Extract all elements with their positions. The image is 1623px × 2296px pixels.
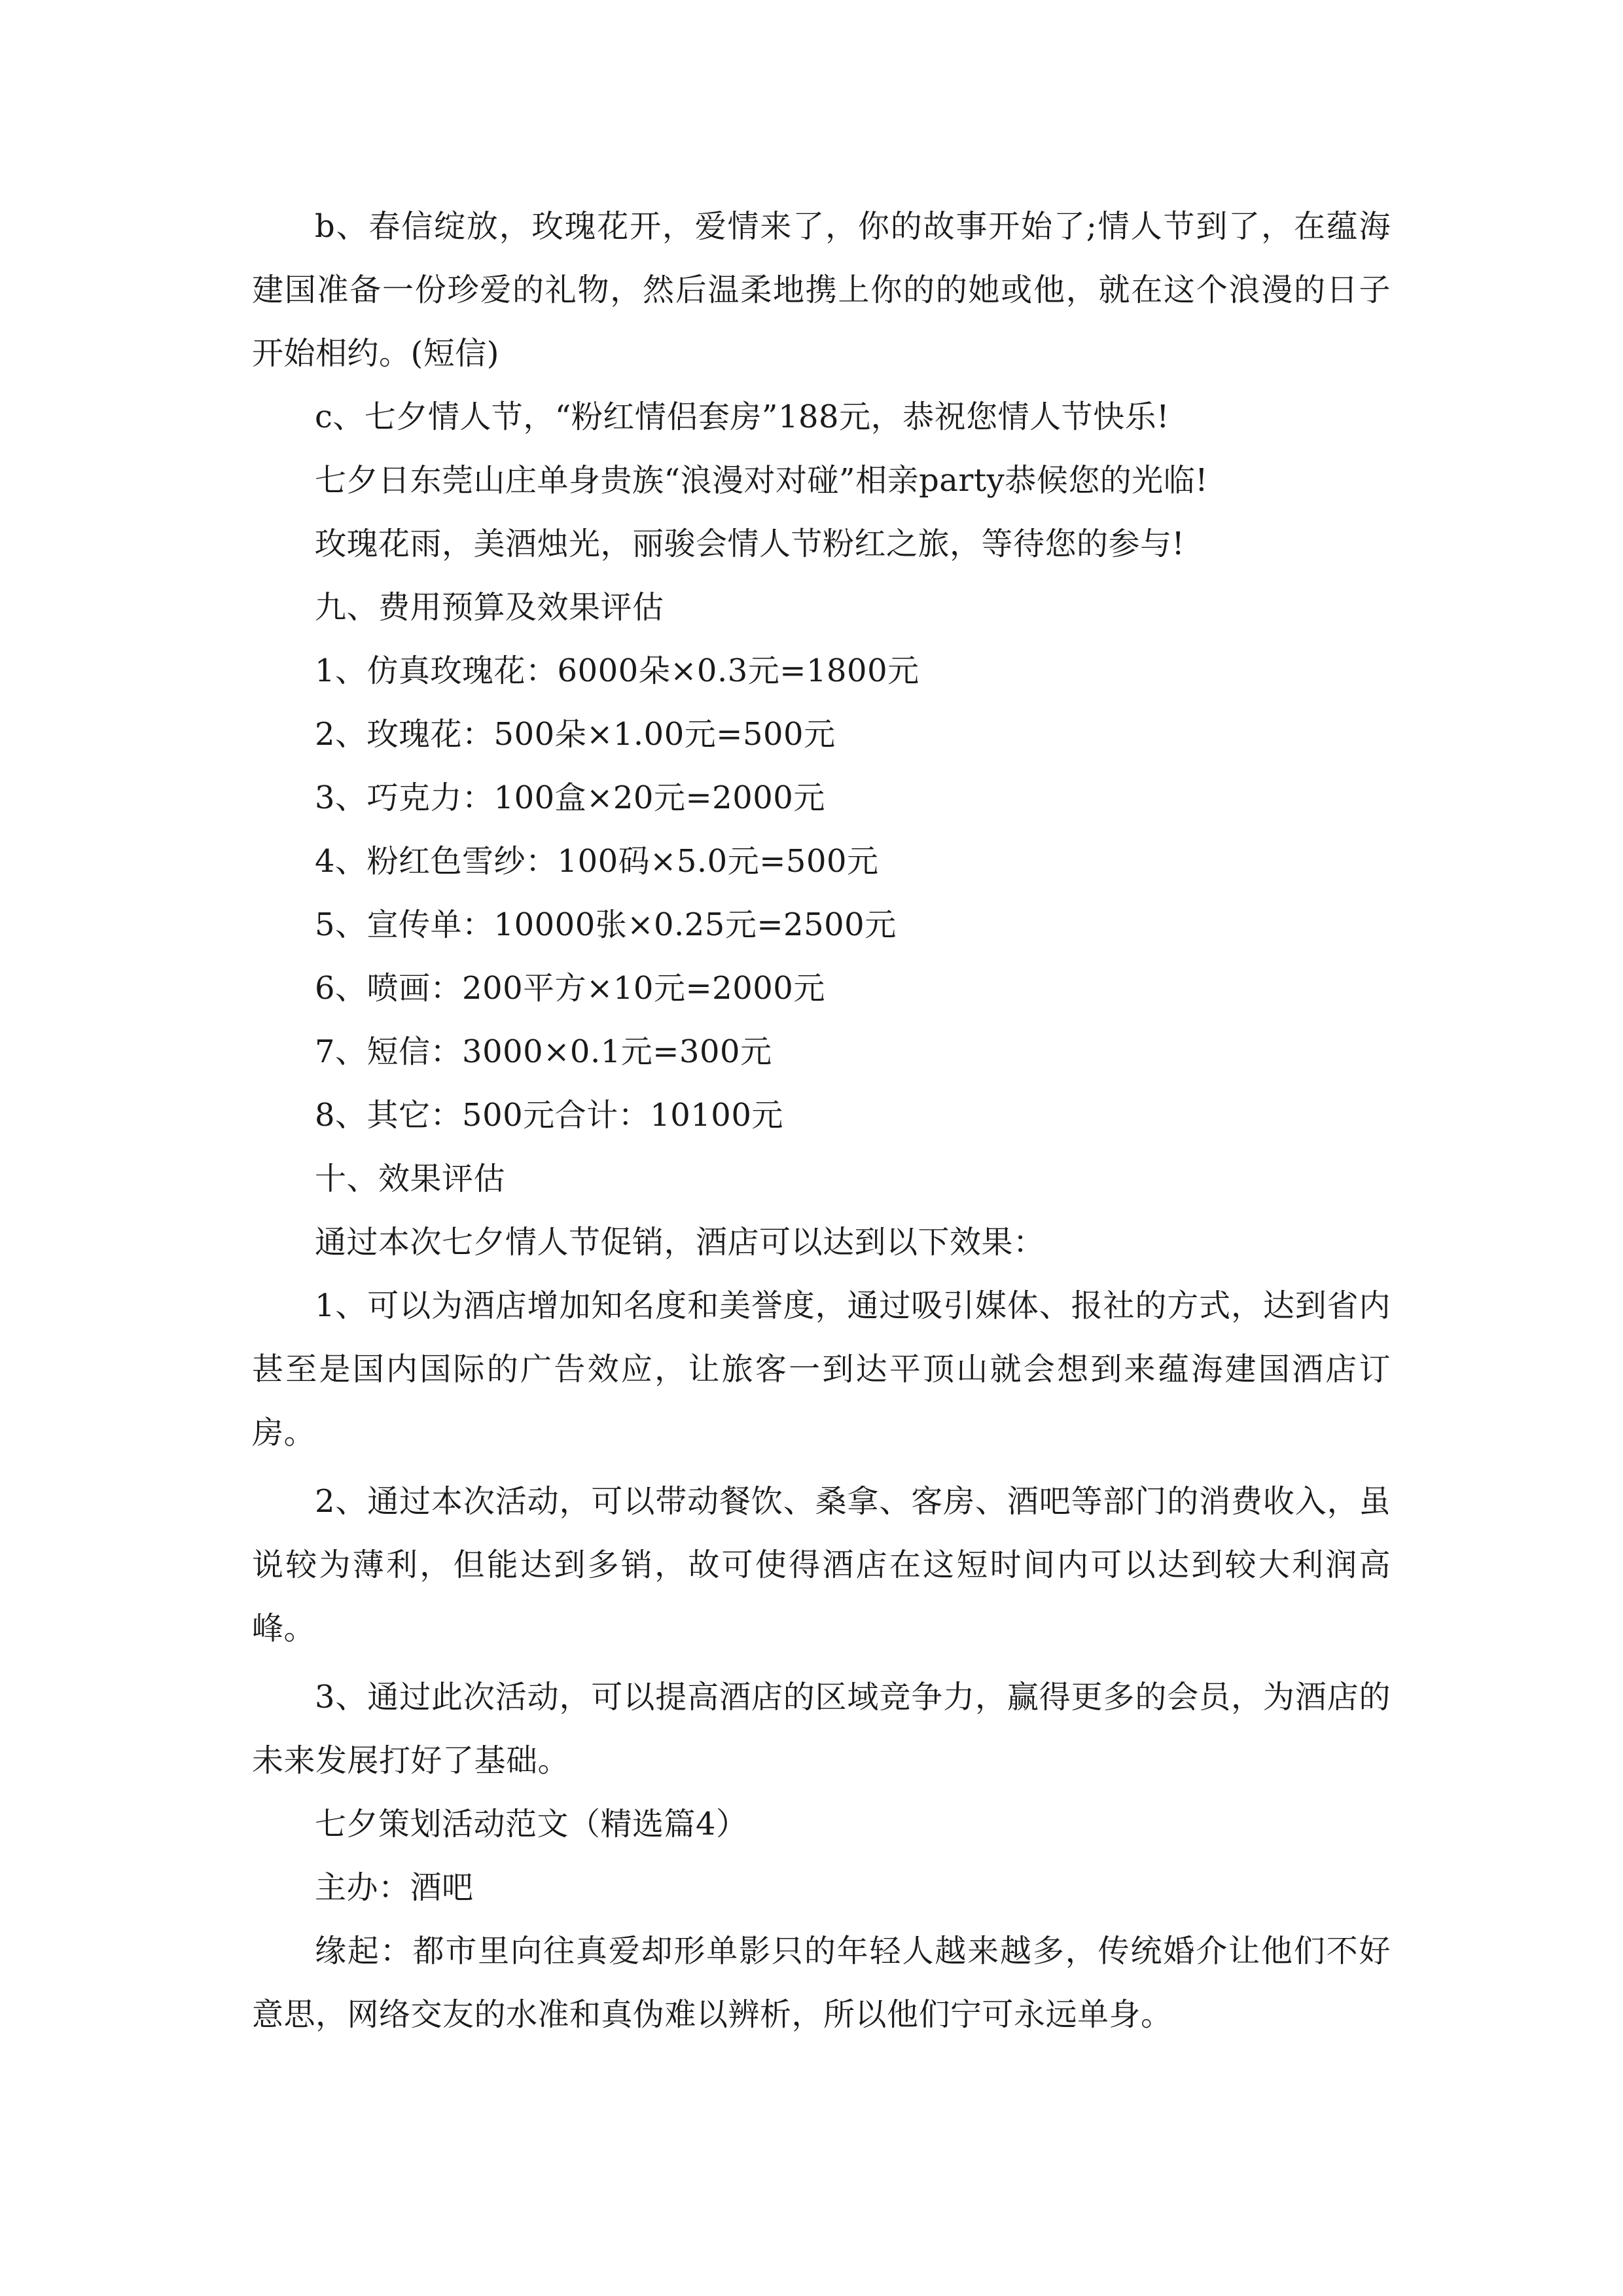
budget-item: 6、喷画：200平方×10元=2000元 xyxy=(315,970,825,1007)
budget-item: 7、短信：3000×0.1元=300元 xyxy=(315,1033,772,1070)
evaluation-point: 3、通过此次活动，可以提高酒店的区域竞争力，赢得更多的会员，为酒店的未来发展打好了基础。 xyxy=(252,1679,1391,1779)
budget-item: 1、仿真玫瑰花：6000朵×0.3元=1800元 xyxy=(315,653,919,689)
budget-item-total: 8、其它：500元合计：10100元 xyxy=(315,1097,783,1134)
article-title: 七夕策划活动范文（精选篇4） xyxy=(315,1806,748,1842)
document-page xyxy=(252,195,1391,2047)
paragraph-suite-offer: c、七夕情人节，“粉红情侣套房”188元，恭祝您情人节快乐! xyxy=(315,399,1169,435)
section-heading-budget: 九、费用预算及效果评估 xyxy=(315,589,664,626)
evaluation-point: 2、通过本次活动，可以带动餐饮、桑拿、客房、酒吧等部门的消费收入，虽说较为薄利，但能达到多销，故可使得酒店在这短时间内可以达到较大利润高峰。 xyxy=(252,1483,1391,1647)
budget-item: 2、玫瑰花：500朵×1.00元=500元 xyxy=(315,716,836,753)
budget-item: 3、巧克力：100盒×20元=2000元 xyxy=(315,780,825,816)
paragraph-sms-greeting: b、春信绽放，玫瑰花开，爱情来了，你的故事开始了;情人节到了，在蕴海建国准备一份珍爱的礼物，然后温柔地携上你的的她或他，就在这个浪漫的日子开始相约。(短信) xyxy=(252,208,1391,372)
evaluation-point: 1、可以为酒店增加知名度和美誉度，通过吸引媒体、报社的方式，达到省内甚至是国内国际的广告效应，让旅客一到达平顶山就会想到来蕴海建国酒店订房。 xyxy=(252,1287,1391,1451)
paragraph-pink-tour: 玫瑰花雨，美酒烛光，丽骏会情人节粉红之旅，等待您的参与! xyxy=(315,526,1185,562)
budget-item: 4、粉红色雪纱：100码×5.0元=500元 xyxy=(315,843,879,880)
paragraph-origin: 缘起：都市里向往真爱却形单影只的年轻人越来越多，传统婚介让他们不好意思，网络交友的水准和真伪难以辨析，所以他们宁可永远单身。 xyxy=(252,1933,1391,2033)
paragraph-host: 主办：酒吧 xyxy=(315,1869,474,1906)
paragraph-party-invite: 七夕日东莞山庄单身贵族“浪漫对对碰”相亲party恭候您的光临! xyxy=(315,462,1209,499)
paragraph-evaluation-intro: 通过本次七夕情人节促销，酒店可以达到以下效果： xyxy=(315,1224,1045,1261)
budget-item: 5、宣传单：10000张×0.25元=2500元 xyxy=(315,906,897,943)
section-heading-evaluation: 十、效果评估 xyxy=(315,1160,506,1197)
